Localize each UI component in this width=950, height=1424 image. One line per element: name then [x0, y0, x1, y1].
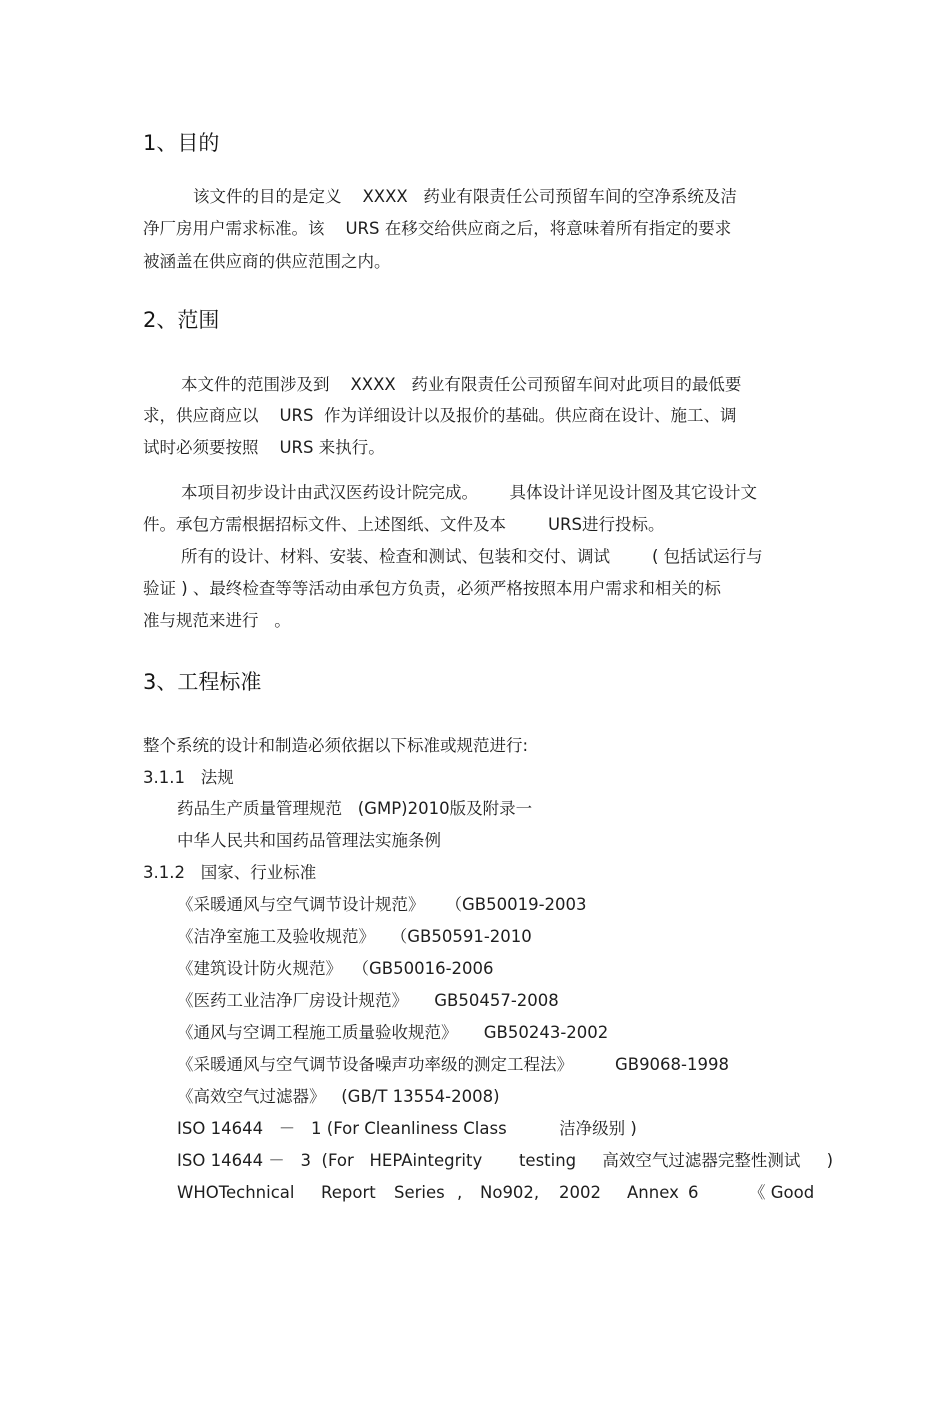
who-part: 6 [688, 1183, 699, 1202]
section-2-para-2-line-1: 本项目初步设计由武汉医药设计院完成。 具体设计详见设计图及其它设计文 [181, 483, 757, 502]
section-1-line-3: 被涵盖在供应商的供应范围之内。 [143, 252, 391, 271]
section-2-para-1-line-2: 求，供应商应以 URS 作为详细设计以及报价的基础。供应商在设计、施工、调 [143, 406, 737, 425]
standard-item: 《医药工业洁净厂房设计规范》 GB50457-2008 [177, 991, 559, 1010]
who-part: 2002 [559, 1183, 601, 1202]
subsection-3-1-2-label: 3.1.2 国家、行业标准 [143, 863, 317, 882]
standard-item: 《洁净室施工及验收规范》 （GB50591-2010 [177, 927, 532, 946]
regulation-item: 药品生产质量管理规范 (GMP)2010版及附录一 [177, 799, 533, 818]
section-2-para-3-line-2: 验证 ) 、最终检查等等活动由承包方负责，必须严格按照本用户需求和相关的标 [143, 579, 721, 598]
section-3-intro: 整个系统的设计和制造必须依据以下标准或规范进行: [143, 736, 529, 755]
section-1-line-1: 该文件的目的是定义 XXXX 药业有限责任公司预留车间的空净系统及洁 [193, 187, 737, 206]
section-2-para-3-line-3: 准与规范来进行 。 [143, 611, 291, 630]
who-part: Series [394, 1183, 445, 1202]
who-part: , [457, 1183, 463, 1202]
section-2-para-1-line-1: 本文件的范围涉及到 XXXX 药业有限责任公司预留车间对此项目的最低要 [181, 375, 742, 394]
who-part: No902, [480, 1183, 540, 1202]
standard-item: 《通风与空调工程施工质量验收规范》 GB50243-2002 [177, 1023, 609, 1042]
standard-item: ISO 14644 － 1 (For Cleanliness Class 洁净级别 ) [177, 1119, 637, 1138]
who-part: 《 Good [749, 1183, 815, 1202]
section-1-heading: 1、目的 [143, 131, 220, 155]
who-part: Annex [627, 1183, 679, 1202]
standard-item: 《建筑设计防火规范》 （GB50016-2006 [177, 959, 494, 978]
standard-item: ISO 14644 － 3 (For HEPAintegrity testing 高效空气过滤器完整性测试 ) [177, 1151, 834, 1170]
section-2-para-1-line-3: 试时必须要按照 URS 来执行。 [143, 438, 385, 457]
section-2-para-3-line-1: 所有的设计、材料、安装、检查和测试、包装和交付、调试 ( 包括试运行与 [181, 547, 763, 566]
section-1-line-2: 净厂房用户需求标准。该 URS 在移交给供应商之后，将意味着所有指定的要求 [143, 219, 732, 238]
section-3-heading: 3、工程标准 [143, 670, 262, 694]
who-part: WHOTechnical [177, 1183, 295, 1202]
section-2-heading: 2、范围 [143, 308, 220, 332]
subsection-3-1-1-label: 3.1.1 法规 [143, 768, 234, 787]
section-2-para-2-line-2: 件。承包方需根据招标文件、上述图纸、文件及本 URS进行投标。 [143, 515, 665, 534]
who-part: Report [321, 1183, 376, 1202]
regulation-item: 中华人民共和国药品管理法实施条例 [177, 831, 441, 850]
standard-item: 《高效空气过滤器》 (GB/T 13554-2008) [177, 1087, 500, 1106]
standard-item: 《采暖通风与空气调节设计规范》 （GB50019-2003 [177, 895, 587, 914]
standard-item: 《采暖通风与空气调节设备噪声功率级的测定工程法》 GB9068-1998 [177, 1055, 730, 1074]
who-report-line [177, 1182, 815, 1424]
